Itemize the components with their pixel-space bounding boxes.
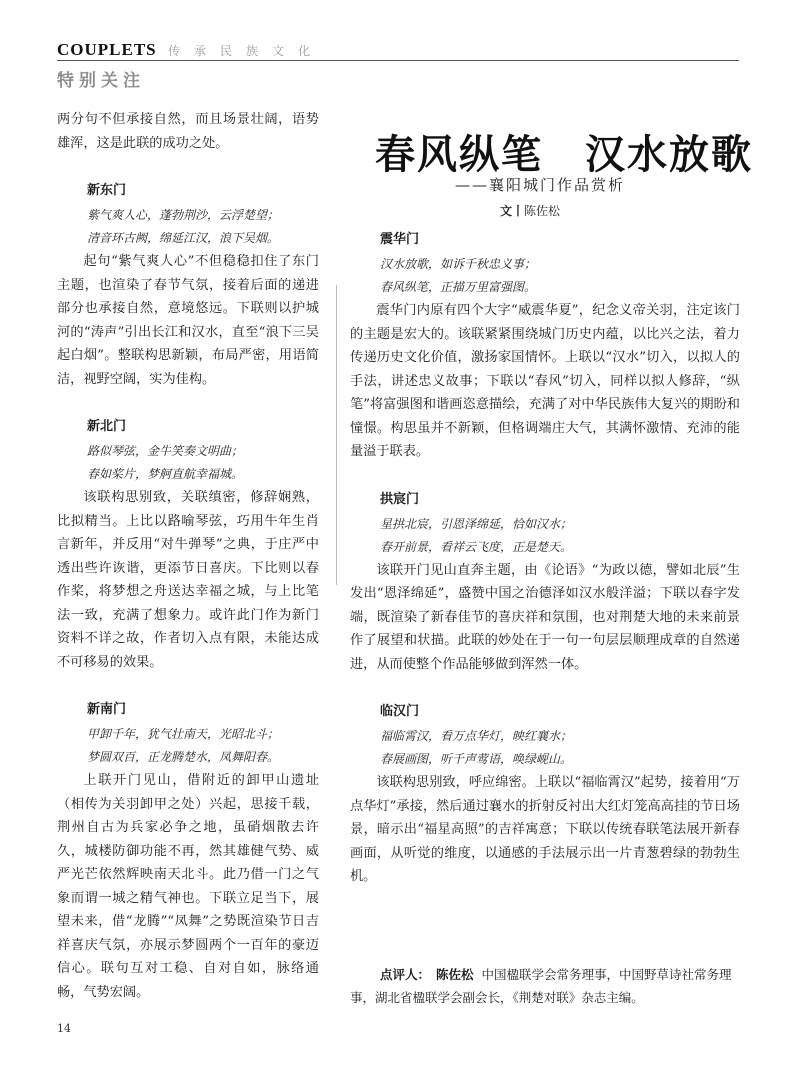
left-column [57,108,319,1004]
commenter-name: 陈佐松 [436,967,474,982]
verse-line: 紫气爽人心，蓬勃荆沙，云浮楚望； [87,208,280,222]
header-rule [57,60,739,61]
verse-line: 春开前景，看祥云飞度，正是楚天。 [380,539,573,554]
verse-line: 福临霄汉，看万点华灯，映红襄水； [380,729,573,743]
verse-line: 梦圆双百，正龙腾楚水，凤舞阳春。 [87,750,280,764]
verse-line: 星拱北宸，引恩泽绵延，恰如汉水； [380,516,573,531]
verse-line: 清音环古阙，绵延江汉，浪下吴烟。 [87,231,280,245]
section-heading: 拱宸门 [380,491,420,507]
commentary-paragraph: 该联构思别致，关联缜密，修辞娴熟，比拟精当。上比以路喻琴弦，巧用牛年生肖言新年，并反用“对牛弹琴”之典，于庄严中透出些许诙谐，更添节日喜庆。下比则以春作桨，将梦想之舟送达幸福之城，与上比笔法一致，充满了想象力。或许此门作为新门资料不详之故，作者切入点有限，未能达成不可移易的效果。 [57,490,319,670]
commentary-paragraph: 起句“紫气爽人心”不但稳稳扣住了东门主题，也渲染了春节气氛，接着后面的递进部分也承接自然，意境悠远。下联则以护城河的“涛声”引出长江和汉水，直至“浪下三吴起白烟”。整联构思新颖，布局严密，用语简洁，视野空阔，实为佳构。 [57,254,319,387]
intro-paragraph: 两分句不但承接自然，而且场景壮阔，语势雄浑，这是此联的成功之处。 [57,112,319,151]
verse-line: 甲卸千年，犹气壮南天，光昭北斗； [87,727,280,741]
verse-line: 春如桨片，梦舸直航幸福城。 [87,467,244,481]
verse-line: 汉水放歌，如诉千秋忠义事； [380,257,537,271]
byline-lead: 文丨 [500,204,525,218]
verse-line: 春风纵笔，正描万里富强图。 [380,280,537,294]
section-heading: 震华门 [380,232,420,247]
section-heading: 临汉门 [380,704,420,719]
section-label: 特别关注 [57,71,145,91]
magazine-brand: COUPLETS [57,40,157,59]
header-slogan: 传承民族文化 [168,44,325,58]
section-heading: 新北门 [87,419,127,434]
article-title: 春风纵笔 汉水放歌 [375,131,753,178]
author-name: 陈佐松 [524,204,561,218]
verse-line: 路似琴弦，金牛笑奏文明曲； [87,444,244,458]
article-subtitle: ——襄阳城门作品赏析 [455,176,626,194]
page-number: 14 [57,1022,71,1035]
verse-line: 春展画图，听千声莺语，唤绿岘山。 [380,752,573,766]
commenter-label: 点评人： [380,967,431,982]
column-divider [336,285,337,585]
commentary-paragraph: 上联开门见山，借附近的卸甲山遗址（相传为关羽卸甲之处）兴起，思接千载，荆州自古为兵家必争之地，虽硝烟散去许久，城楼防御功能不再，然其雄健气势、威严光芒依然辉映南天北斗。此乃借一门之气象而谓一城之精气神也。下联立足当下，展望未来，借“龙腾”“凤舞”之势既渲染节日吉祥喜庆气氛，亦展示梦圆两个一百年的豪迈信心。联句互对工稳、自对自如，脉络通畅，气势宏阔。 [57,773,319,1000]
right-column [350,228,740,889]
byline [500,202,560,219]
section-heading: 新南门 [87,702,127,717]
commenter-note [350,963,740,1009]
commentary-paragraph: 震华门内原有四个大字“威震华夏”，纪念义帝关羽，注定该门的主题是宏大的。该联紧紧围绕城门历史内蕴，以比兴之法，着力传递历史文化价值，激扬家国情怀。上联以“汉水”切入，以拟人的手法，讲述忠义故事；下联以“春风”切入，同样以拟人修辞，“纵笔”将富强图和谐画恣意描绘，充满了对中华民族伟大复兴的期盼和憧憬。构思虽并不新颖，但格调端庄大气，其满怀激情、充沛的能量溢于联表。 [350,303,740,459]
commentary-paragraph: 该联构思别致，呼应绵密。上联以“福临霄汉”起势，接着用“万点华灯”承接，然后通过襄水的折射反衬出大红灯笼高高挂的节日场景，暗示出“福星高照”的吉祥寓意；下联以传统春联笔法展开新春画面，从听觉的维度，以通感的手法展示出一片青葱碧绿的勃勃生机。 [350,775,740,884]
commentary-paragraph: 该联开门见山直奔主题，由《论语》“为政以德，譬如北辰”生发出“恩泽绵延”，盛赞中国之治德泽如汉水般洋溢；下联以春字发端，既渲染了新春佳节的喜庆祥和氛围，也对荆楚大地的未来前景作了展望和状描。此联的妙处在于一句一句层层顺理成章的自然递进，从而使整个作品能够做到浑然一体。 [350,562,740,672]
commenter-bio: 中国楹联学会常务理事，中国野草诗社常务理事，湖北省楹联学会副会长，《荆楚对联》杂志主编。 [350,967,732,1005]
section-heading: 新东门 [87,183,127,198]
